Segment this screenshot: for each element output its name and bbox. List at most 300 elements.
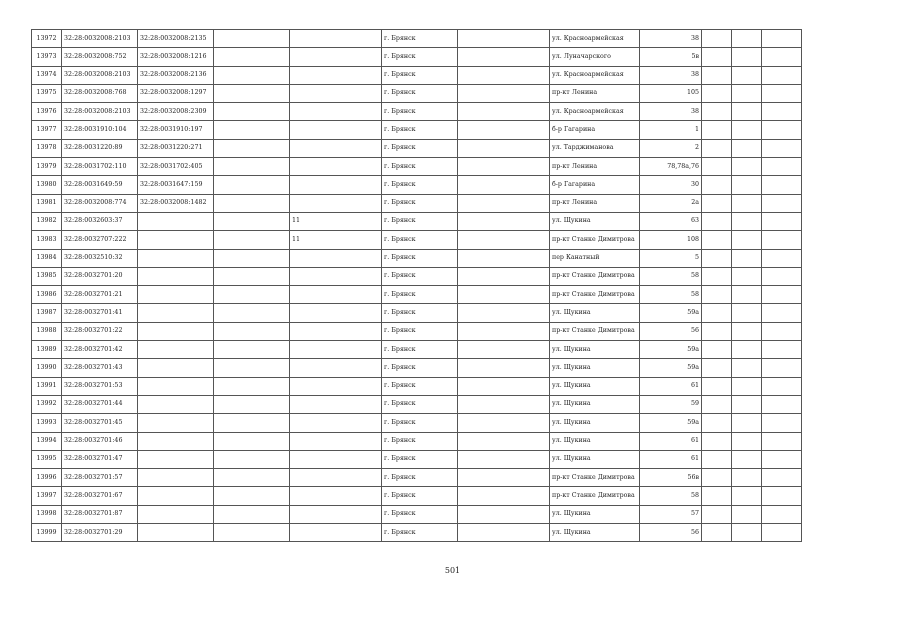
row-id-cell: 13974 xyxy=(32,66,62,84)
empty-cell xyxy=(214,212,290,230)
row-id-cell: 13989 xyxy=(32,341,62,359)
city-cell: г. Брянск xyxy=(382,267,458,285)
empty-cell xyxy=(732,359,762,377)
empty-cell xyxy=(732,139,762,157)
code-cell xyxy=(290,158,382,176)
empty-cell xyxy=(762,304,802,322)
empty-cell xyxy=(458,304,550,322)
city-cell: г. Брянск xyxy=(382,176,458,194)
empty-cell xyxy=(214,267,290,285)
row-id-cell: 13979 xyxy=(32,158,62,176)
parent-cadastral-cell xyxy=(138,524,214,542)
row-id-cell: 13978 xyxy=(32,139,62,157)
parent-cadastral-cell xyxy=(138,286,214,304)
house-number-cell: 63 xyxy=(640,212,702,230)
row-id-cell: 13998 xyxy=(32,505,62,523)
cadastral-number-cell: 32:28:0032510:32 xyxy=(62,249,138,267)
house-number-cell: 105 xyxy=(640,84,702,102)
empty-cell xyxy=(214,414,290,432)
cadastral-number-cell: 32:28:0032701:42 xyxy=(62,341,138,359)
empty-cell xyxy=(214,66,290,84)
cadastral-number-cell: 32:28:0032603:37 xyxy=(62,212,138,230)
table-row xyxy=(32,139,802,157)
empty-cell xyxy=(458,450,550,468)
cadastral-number-cell: 32:28:0032701:43 xyxy=(62,359,138,377)
empty-cell xyxy=(762,395,802,413)
table-row xyxy=(32,176,802,194)
house-number-cell: 5в xyxy=(640,48,702,66)
empty-cell xyxy=(732,487,762,505)
street-cell: ул. Щукина xyxy=(550,432,640,450)
cadastral-number-cell: 32:28:0032701:44 xyxy=(62,395,138,413)
city-cell: г. Брянск xyxy=(382,158,458,176)
house-number-cell: 5 xyxy=(640,249,702,267)
code-cell xyxy=(290,450,382,468)
street-cell: ул. Щукина xyxy=(550,341,640,359)
empty-cell xyxy=(702,286,732,304)
cadastral-number-cell: 32:28:0032701:45 xyxy=(62,414,138,432)
street-cell: ул. Щукина xyxy=(550,212,640,230)
city-cell: г. Брянск xyxy=(382,414,458,432)
empty-cell xyxy=(214,158,290,176)
street-cell: б-р Гагарина xyxy=(550,121,640,139)
empty-cell xyxy=(458,395,550,413)
empty-cell xyxy=(214,103,290,121)
house-number-cell: 61 xyxy=(640,432,702,450)
code-cell: 11 xyxy=(290,231,382,249)
street-cell: ул. Щукина xyxy=(550,414,640,432)
empty-cell xyxy=(458,377,550,395)
empty-cell xyxy=(702,66,732,84)
table-row xyxy=(32,505,802,523)
table-row xyxy=(32,414,802,432)
table-row xyxy=(32,450,802,468)
empty-cell xyxy=(762,48,802,66)
cadastral-number-cell: 32:28:0032008:774 xyxy=(62,194,138,212)
row-id-cell: 13983 xyxy=(32,231,62,249)
empty-cell xyxy=(702,377,732,395)
cadastral-number-cell: 32:28:0032008:752 xyxy=(62,48,138,66)
house-number-cell: 57 xyxy=(640,505,702,523)
row-id-cell: 13992 xyxy=(32,395,62,413)
city-cell: г. Брянск xyxy=(382,48,458,66)
row-id-cell: 13982 xyxy=(32,212,62,230)
empty-cell xyxy=(458,231,550,249)
code-cell xyxy=(290,395,382,413)
city-cell: г. Брянск xyxy=(382,432,458,450)
page-number: 501 xyxy=(444,566,461,575)
row-id-cell: 13972 xyxy=(32,30,62,48)
code-cell xyxy=(290,194,382,212)
empty-cell xyxy=(762,286,802,304)
empty-cell xyxy=(214,322,290,340)
empty-cell xyxy=(762,432,802,450)
code-cell xyxy=(290,176,382,194)
street-cell: пер Канатный xyxy=(550,249,640,267)
row-id-cell: 13976 xyxy=(32,103,62,121)
table-row xyxy=(32,286,802,304)
parent-cadastral-cell: 32:28:0031220:271 xyxy=(138,139,214,157)
empty-cell xyxy=(214,30,290,48)
empty-cell xyxy=(214,194,290,212)
parent-cadastral-cell xyxy=(138,505,214,523)
parent-cadastral-cell: 32:28:0032008:1482 xyxy=(138,194,214,212)
street-cell: пр-кт Станке Димитрова xyxy=(550,231,640,249)
empty-cell xyxy=(458,139,550,157)
empty-cell xyxy=(732,395,762,413)
street-cell: пр-кт Станке Димитрова xyxy=(550,469,640,487)
code-cell xyxy=(290,359,382,377)
city-cell: г. Брянск xyxy=(382,84,458,102)
row-id-cell: 13994 xyxy=(32,432,62,450)
empty-cell xyxy=(702,84,732,102)
register-body xyxy=(32,30,802,542)
house-number-cell: 30 xyxy=(640,176,702,194)
row-id-cell: 13977 xyxy=(32,121,62,139)
empty-cell xyxy=(732,194,762,212)
empty-cell xyxy=(458,121,550,139)
empty-cell xyxy=(762,103,802,121)
cadastral-number-cell: 32:28:0032701:67 xyxy=(62,487,138,505)
empty-cell xyxy=(702,304,732,322)
code-cell xyxy=(290,377,382,395)
empty-cell xyxy=(762,249,802,267)
house-number-cell: 59а xyxy=(640,304,702,322)
city-cell: г. Брянск xyxy=(382,103,458,121)
empty-cell xyxy=(732,505,762,523)
empty-cell xyxy=(702,231,732,249)
cadastral-number-cell: 32:28:0032701:29 xyxy=(62,524,138,542)
empty-cell xyxy=(458,30,550,48)
house-number-cell: 59а xyxy=(640,359,702,377)
parent-cadastral-cell xyxy=(138,414,214,432)
city-cell: г. Брянск xyxy=(382,322,458,340)
empty-cell xyxy=(732,212,762,230)
empty-cell xyxy=(214,286,290,304)
empty-cell xyxy=(732,48,762,66)
empty-cell xyxy=(458,176,550,194)
code-cell xyxy=(290,249,382,267)
empty-cell xyxy=(702,121,732,139)
empty-cell xyxy=(214,84,290,102)
empty-cell xyxy=(214,487,290,505)
empty-cell xyxy=(702,395,732,413)
street-cell: ул. Щукина xyxy=(550,505,640,523)
parent-cadastral-cell: 32:28:0032008:2309 xyxy=(138,103,214,121)
empty-cell xyxy=(458,194,550,212)
house-number-cell: 108 xyxy=(640,231,702,249)
empty-cell xyxy=(702,194,732,212)
code-cell xyxy=(290,414,382,432)
city-cell: г. Брянск xyxy=(382,359,458,377)
code-cell xyxy=(290,304,382,322)
code-cell xyxy=(290,66,382,84)
empty-cell xyxy=(732,30,762,48)
table-row xyxy=(32,359,802,377)
row-id-cell: 13995 xyxy=(32,450,62,468)
row-id-cell: 13981 xyxy=(32,194,62,212)
empty-cell xyxy=(702,505,732,523)
empty-cell xyxy=(762,30,802,48)
parent-cadastral-cell: 32:28:0032008:1297 xyxy=(138,84,214,102)
code-cell xyxy=(290,524,382,542)
empty-cell xyxy=(732,304,762,322)
house-number-cell: 1 xyxy=(640,121,702,139)
empty-cell xyxy=(732,66,762,84)
empty-cell xyxy=(732,103,762,121)
house-number-cell: 2а xyxy=(640,194,702,212)
empty-cell xyxy=(732,176,762,194)
street-cell: ул. Тарджиманова xyxy=(550,139,640,157)
row-id-cell: 13987 xyxy=(32,304,62,322)
parent-cadastral-cell: 32:28:0031910:197 xyxy=(138,121,214,139)
table-row xyxy=(32,322,802,340)
street-cell: ул. Красноармейская xyxy=(550,66,640,84)
parent-cadastral-cell xyxy=(138,322,214,340)
empty-cell xyxy=(702,487,732,505)
row-id-cell: 13986 xyxy=(32,286,62,304)
city-cell: г. Брянск xyxy=(382,286,458,304)
empty-cell xyxy=(214,395,290,413)
empty-cell xyxy=(214,377,290,395)
row-id-cell: 13985 xyxy=(32,267,62,285)
empty-cell xyxy=(458,469,550,487)
empty-cell xyxy=(458,103,550,121)
city-cell: г. Брянск xyxy=(382,487,458,505)
empty-cell xyxy=(702,48,732,66)
empty-cell xyxy=(214,432,290,450)
empty-cell xyxy=(732,286,762,304)
street-cell: ул. Луначарского xyxy=(550,48,640,66)
cadastral-number-cell: 32:28:0032008:2103 xyxy=(62,103,138,121)
table-row xyxy=(32,66,802,84)
row-id-cell: 13984 xyxy=(32,249,62,267)
city-cell: г. Брянск xyxy=(382,395,458,413)
street-cell: ул. Красноармейская xyxy=(550,103,640,121)
empty-cell xyxy=(762,487,802,505)
city-cell: г. Брянск xyxy=(382,212,458,230)
empty-cell xyxy=(762,414,802,432)
empty-cell xyxy=(214,505,290,523)
table-row xyxy=(32,304,802,322)
house-number-cell: 58 xyxy=(640,286,702,304)
city-cell: г. Брянск xyxy=(382,231,458,249)
street-cell: пр-кт Ленина xyxy=(550,84,640,102)
empty-cell xyxy=(762,194,802,212)
empty-cell xyxy=(702,267,732,285)
table-row xyxy=(32,84,802,102)
empty-cell xyxy=(214,469,290,487)
code-cell xyxy=(290,341,382,359)
house-number-cell: 59 xyxy=(640,395,702,413)
parent-cadastral-cell: 32:28:0032008:2136 xyxy=(138,66,214,84)
empty-cell xyxy=(732,158,762,176)
house-number-cell: 59а xyxy=(640,414,702,432)
cadastral-number-cell: 32:28:0032701:20 xyxy=(62,267,138,285)
table-row xyxy=(32,48,802,66)
empty-cell xyxy=(732,267,762,285)
cadastral-number-cell: 32:28:0032701:46 xyxy=(62,432,138,450)
parent-cadastral-cell xyxy=(138,432,214,450)
parent-cadastral-cell: 32:28:0032008:2135 xyxy=(138,30,214,48)
empty-cell xyxy=(762,322,802,340)
city-cell: г. Брянск xyxy=(382,505,458,523)
city-cell: г. Брянск xyxy=(382,304,458,322)
parent-cadastral-cell: 32:28:0031702:405 xyxy=(138,158,214,176)
empty-cell xyxy=(732,341,762,359)
code-cell xyxy=(290,103,382,121)
cadastral-number-cell: 32:28:0031220:89 xyxy=(62,139,138,157)
parent-cadastral-cell xyxy=(138,304,214,322)
table-row xyxy=(32,212,802,230)
code-cell xyxy=(290,84,382,102)
city-cell: г. Брянск xyxy=(382,30,458,48)
street-cell: ул. Щукина xyxy=(550,304,640,322)
empty-cell xyxy=(762,121,802,139)
empty-cell xyxy=(214,176,290,194)
code-cell xyxy=(290,139,382,157)
cadastral-number-cell: 32:28:0031702:110 xyxy=(62,158,138,176)
empty-cell xyxy=(702,176,732,194)
street-cell: пр-кт Станке Димитрова xyxy=(550,286,640,304)
empty-cell xyxy=(458,158,550,176)
empty-cell xyxy=(762,505,802,523)
code-cell xyxy=(290,30,382,48)
table-row xyxy=(32,487,802,505)
street-cell: пр-кт Ленина xyxy=(550,158,640,176)
code-cell xyxy=(290,286,382,304)
empty-cell xyxy=(214,249,290,267)
street-cell: ул. Щукина xyxy=(550,524,640,542)
cadastral-number-cell: 32:28:0032701:47 xyxy=(62,450,138,468)
empty-cell xyxy=(732,377,762,395)
parent-cadastral-cell: 32:28:0032008:1216 xyxy=(138,48,214,66)
empty-cell xyxy=(214,139,290,157)
empty-cell xyxy=(458,267,550,285)
row-id-cell: 13999 xyxy=(32,524,62,542)
empty-cell xyxy=(214,450,290,468)
parent-cadastral-cell xyxy=(138,469,214,487)
empty-cell xyxy=(702,158,732,176)
empty-cell xyxy=(214,121,290,139)
code-cell xyxy=(290,432,382,450)
parent-cadastral-cell xyxy=(138,231,214,249)
row-id-cell: 13996 xyxy=(32,469,62,487)
empty-cell xyxy=(702,524,732,542)
table-row xyxy=(32,121,802,139)
city-cell: г. Брянск xyxy=(382,524,458,542)
code-cell xyxy=(290,469,382,487)
city-cell: г. Брянск xyxy=(382,66,458,84)
empty-cell xyxy=(458,341,550,359)
code-cell xyxy=(290,121,382,139)
empty-cell xyxy=(214,48,290,66)
street-cell: ул. Щукина xyxy=(550,377,640,395)
empty-cell xyxy=(762,267,802,285)
city-cell: г. Брянск xyxy=(382,194,458,212)
street-cell: ул. Щукина xyxy=(550,450,640,468)
house-number-cell: 38 xyxy=(640,103,702,121)
empty-cell xyxy=(762,377,802,395)
table-row xyxy=(32,231,802,249)
table-row xyxy=(32,103,802,121)
house-number-cell: 56 xyxy=(640,322,702,340)
empty-cell xyxy=(762,524,802,542)
empty-cell xyxy=(762,84,802,102)
empty-cell xyxy=(702,450,732,468)
city-cell: г. Брянск xyxy=(382,139,458,157)
row-id-cell: 13975 xyxy=(32,84,62,102)
table-row xyxy=(32,194,802,212)
cadastral-number-cell: 32:28:0032701:41 xyxy=(62,304,138,322)
cadastral-number-cell: 32:28:0032701:87 xyxy=(62,505,138,523)
house-number-cell: 61 xyxy=(640,450,702,468)
parent-cadastral-cell: 32:28:0031647:159 xyxy=(138,176,214,194)
table-row xyxy=(32,432,802,450)
row-id-cell: 13990 xyxy=(32,359,62,377)
empty-cell xyxy=(458,487,550,505)
row-id-cell: 13997 xyxy=(32,487,62,505)
empty-cell xyxy=(214,524,290,542)
street-cell: пр-кт Станке Димитрова xyxy=(550,487,640,505)
table-row xyxy=(32,395,802,413)
empty-cell xyxy=(702,414,732,432)
city-cell: г. Брянск xyxy=(382,121,458,139)
city-cell: г. Брянск xyxy=(382,341,458,359)
parent-cadastral-cell xyxy=(138,450,214,468)
empty-cell xyxy=(458,212,550,230)
empty-cell xyxy=(458,322,550,340)
empty-cell xyxy=(458,432,550,450)
street-cell: б-р Гагарина xyxy=(550,176,640,194)
empty-cell xyxy=(702,469,732,487)
empty-cell xyxy=(762,139,802,157)
street-cell: пр-кт Станке Димитрова xyxy=(550,267,640,285)
empty-cell xyxy=(458,66,550,84)
empty-cell xyxy=(762,469,802,487)
cadastral-number-cell: 32:28:0031910:104 xyxy=(62,121,138,139)
street-cell: пр-кт Станке Димитрова xyxy=(550,322,640,340)
empty-cell xyxy=(458,524,550,542)
city-cell: г. Брянск xyxy=(382,377,458,395)
city-cell: г. Брянск xyxy=(382,469,458,487)
empty-cell xyxy=(702,249,732,267)
parent-cadastral-cell xyxy=(138,359,214,377)
parent-cadastral-cell xyxy=(138,377,214,395)
row-id-cell: 13988 xyxy=(32,322,62,340)
code-cell: 11 xyxy=(290,212,382,230)
table-row xyxy=(32,30,802,48)
empty-cell xyxy=(732,84,762,102)
empty-cell xyxy=(458,84,550,102)
parent-cadastral-cell xyxy=(138,249,214,267)
empty-cell xyxy=(762,66,802,84)
cadastral-number-cell: 32:28:0032008:768 xyxy=(62,84,138,102)
row-id-cell: 13991 xyxy=(32,377,62,395)
parent-cadastral-cell xyxy=(138,395,214,413)
city-cell: г. Брянск xyxy=(382,450,458,468)
empty-cell xyxy=(762,231,802,249)
empty-cell xyxy=(702,30,732,48)
empty-cell xyxy=(458,505,550,523)
house-number-cell: 58 xyxy=(640,487,702,505)
empty-cell xyxy=(762,212,802,230)
house-number-cell: 56 xyxy=(640,524,702,542)
empty-cell xyxy=(732,432,762,450)
cadastral-number-cell: 32:28:0032008:2103 xyxy=(62,66,138,84)
empty-cell xyxy=(762,359,802,377)
code-cell xyxy=(290,505,382,523)
